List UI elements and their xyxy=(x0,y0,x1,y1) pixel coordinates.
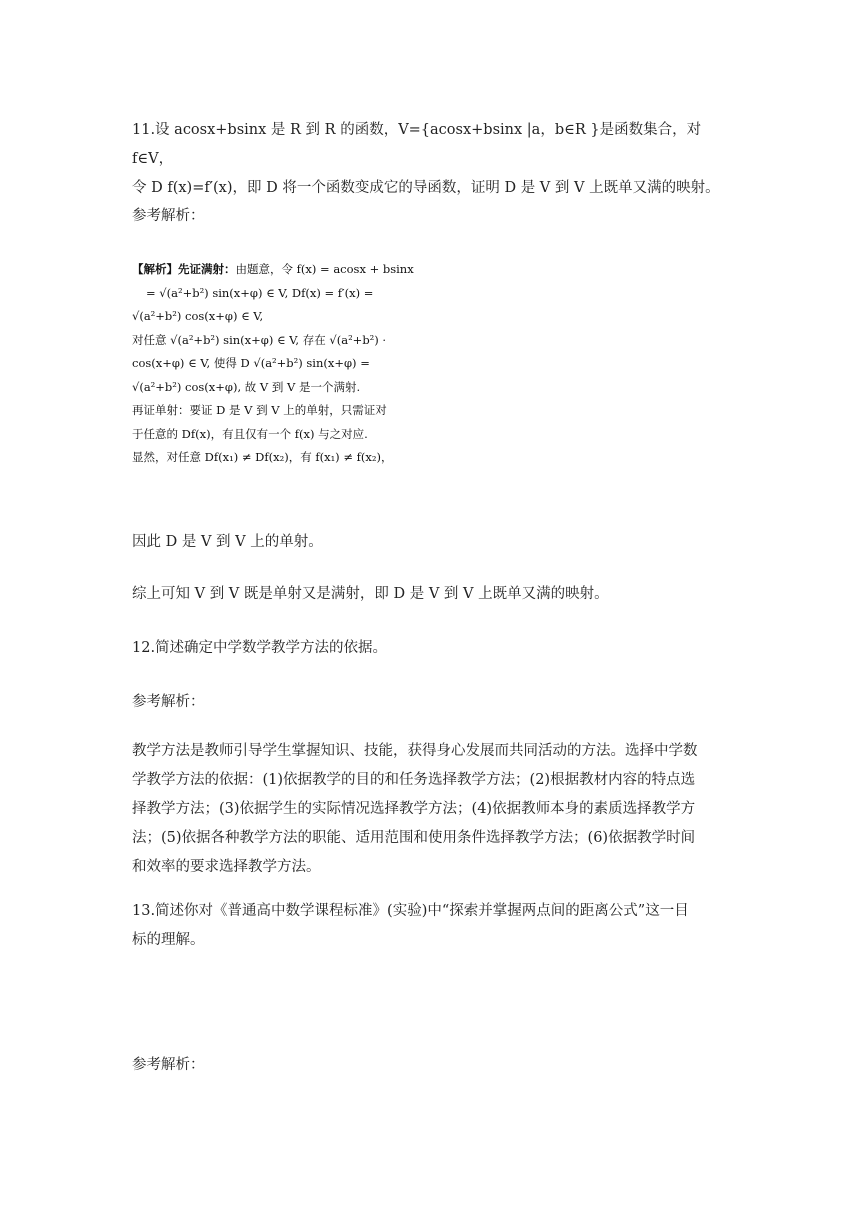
solution-line-8: 于任意的 Df(x)，有且仅有一个 f(x) 与之对应. xyxy=(132,426,368,441)
solution-line-4: 对任意 √(a²+b²) sin(x+φ) ∈ V, 存在 √(a²+b²) · xyxy=(132,332,387,347)
solution-line-3: √(a²+b²) cos(x+φ) ∈ V, xyxy=(132,309,264,323)
reference-label-2: 参考解析： xyxy=(132,694,205,710)
question-11-line-1: 11.设 acosx+bsinx 是 R 到 R 的函数，V={acosx+bsinx |a，b∈R }是函数集合，对f∈V， xyxy=(132,122,702,167)
question-13-line-1: 13.简述你对《普通高中数学课程标准》(实验)中“探索并掌握两点间的距离公式”这一目 xyxy=(132,903,689,919)
answer-12-line-2: 学教学方法的依据：(1)依据教学的目的和任务选择教学方法；(2)根据教材内容的特点选 xyxy=(132,772,696,788)
solution-image xyxy=(132,258,432,498)
solution-line-9: 显然，对任意 Df(x₁) ≠ Df(x₂)，有 f(x₁) ≠ f(x₂)， xyxy=(132,450,393,464)
question-12: 12.简述确定中学数学教学方法的依据。 xyxy=(132,640,388,656)
conclusion-2: 综上可知 V 到 V 既是单射又是满射，即 D 是 V 到 V 上既单又满的映射。 xyxy=(132,586,609,602)
answer-12-line-4: 法；(5)依据各种教学方法的职能、适用范围和使用条件选择教学方法；(6)依据教学时间 xyxy=(132,830,696,846)
solution-line-6: √(a²+b²) cos(x+φ), 故 V 到 V 是一个满射. xyxy=(132,379,361,394)
answer-12 xyxy=(132,737,742,882)
question-11 xyxy=(132,116,742,203)
solution-line-2: = √(a²+b²) sin(x+φ) ∈ V, Df(x) = f′(x) = xyxy=(146,285,374,300)
solution-line-1: 【解析】先证满射：由题意，令 f(x) = acosx + bsinx xyxy=(132,262,414,276)
answer-12-line-1: 教学方法是教师引导学生掌握知识、技能，获得身心发展而共同活动的方法。选择中学数 xyxy=(132,743,698,759)
answer-12-line-3: 择教学方法；(3)依据学生的实际情况选择教学方法；(4)依据教师本身的素质选择教学方 xyxy=(132,801,696,817)
reference-label-3: 参考解析： xyxy=(132,1057,205,1073)
question-11-line-2: 令 D f(x)=f′(x)，即 D 将一个函数变成它的导函数，证明 D 是 V 到 V 上既单又满的映射。 xyxy=(132,180,720,196)
question-13-line-2: 标的理解。 xyxy=(132,932,205,948)
solution-line-7: 再证单射：要证 D 是 V 到 V 上的单射，只需证对 xyxy=(132,403,387,417)
question-13 xyxy=(132,897,742,955)
solution-line-5: cos(x+φ) ∈ V, 使得 D √(a²+b²) sin(x+φ) = xyxy=(132,356,370,370)
reference-label-1: 参考解析： xyxy=(132,208,205,224)
answer-12-line-5: 和效率的要求选择教学方法。 xyxy=(132,859,321,875)
conclusion-1: 因此 D 是 V 到 V 上的单射。 xyxy=(132,534,323,550)
